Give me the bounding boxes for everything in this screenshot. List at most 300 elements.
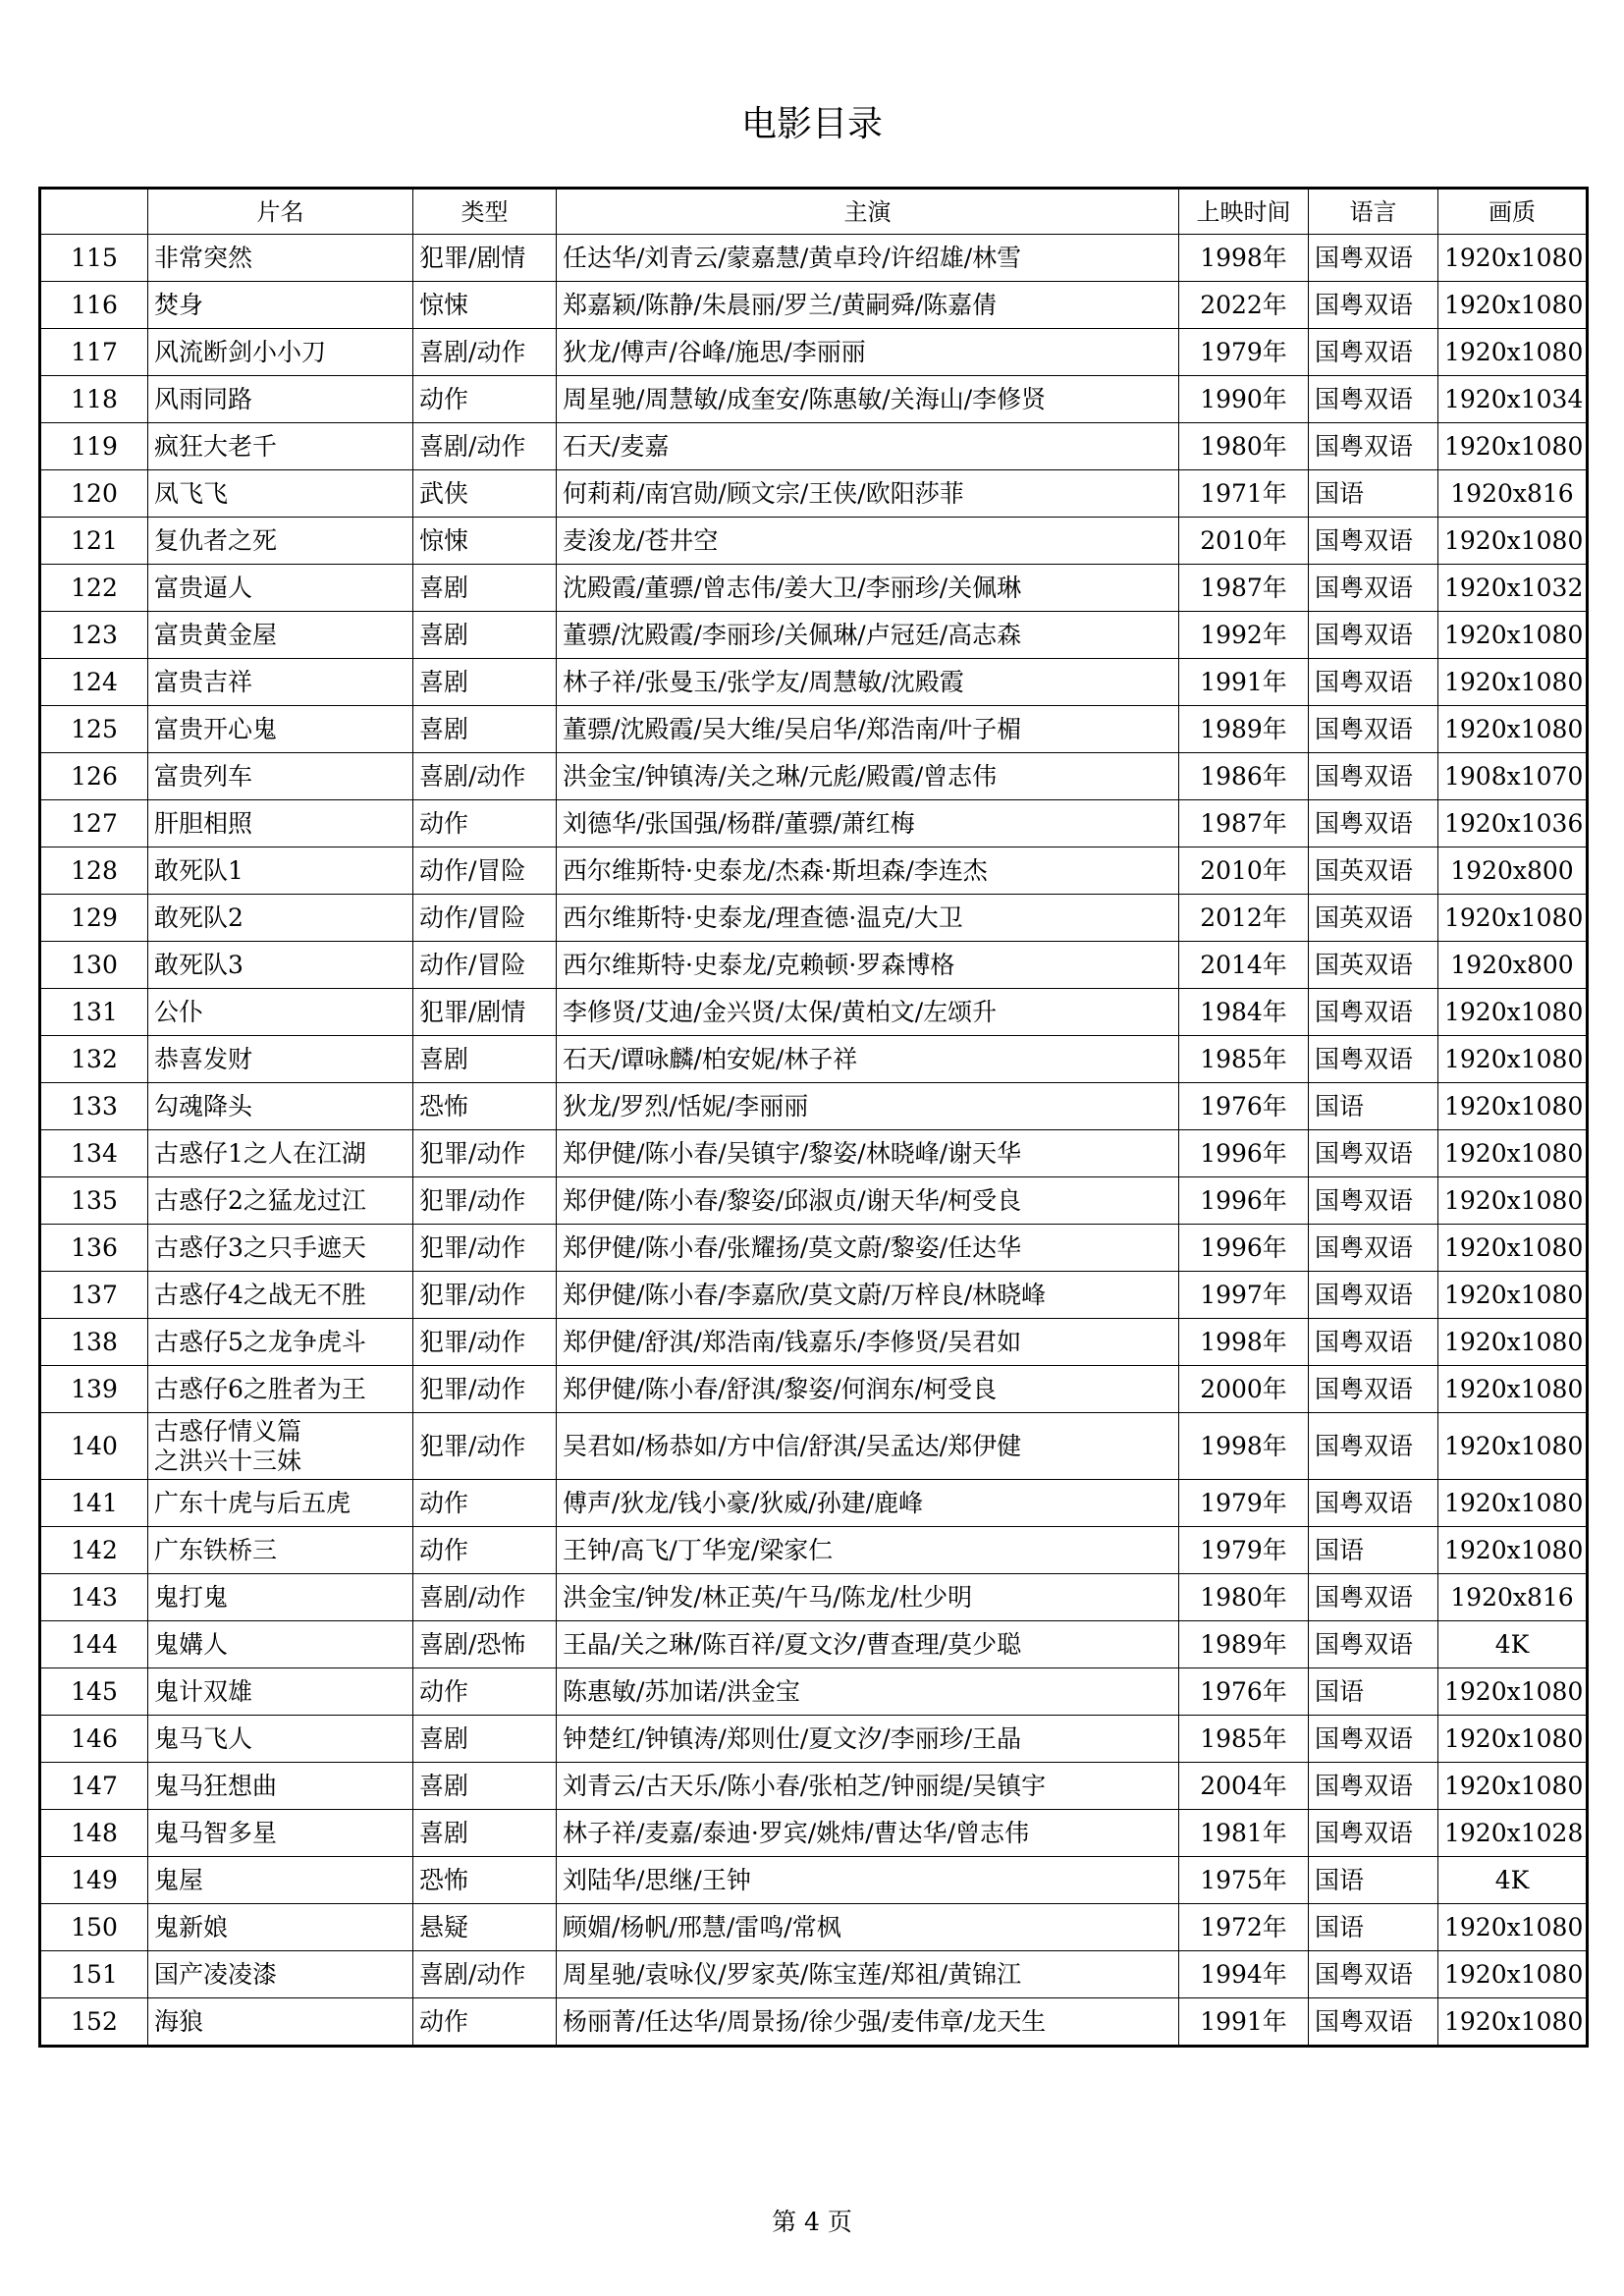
cell-number: 117 bbox=[40, 329, 148, 376]
cell-language: 国粤双语 bbox=[1309, 1130, 1438, 1177]
cell-release-year: 2010年 bbox=[1179, 847, 1309, 895]
cell-genre: 动作/冒险 bbox=[413, 942, 557, 989]
cell-release-year: 2004年 bbox=[1179, 1763, 1309, 1810]
cell-genre: 犯罪/动作 bbox=[413, 1319, 557, 1366]
cell-quality: 1920x1080 bbox=[1438, 235, 1588, 282]
cell-cast: 西尔维斯特·史泰龙/克赖顿·罗森博格 bbox=[557, 942, 1179, 989]
cell-language: 国英双语 bbox=[1309, 895, 1438, 942]
cell-quality: 1920x1080 bbox=[1438, 1272, 1588, 1319]
table-row bbox=[40, 1857, 1588, 1904]
cell-number: 130 bbox=[40, 942, 148, 989]
cell-language: 国语 bbox=[1309, 1527, 1438, 1574]
cell-quality: 1920x1080 bbox=[1438, 1225, 1588, 1272]
cell-language: 国粤双语 bbox=[1309, 612, 1438, 659]
cell-title: 疯狂大老千 bbox=[148, 423, 413, 470]
cell-release-year: 1981年 bbox=[1179, 1810, 1309, 1857]
table-row bbox=[40, 235, 1588, 282]
cell-release-year: 1996年 bbox=[1179, 1225, 1309, 1272]
cell-language: 国粤双语 bbox=[1309, 659, 1438, 706]
cell-cast: 郑伊健/舒淇/郑浩南/钱嘉乐/李修贤/吴君如 bbox=[557, 1319, 1179, 1366]
cell-language: 国粤双语 bbox=[1309, 753, 1438, 800]
cell-genre: 犯罪/剧情 bbox=[413, 235, 557, 282]
cell-cast: 刘德华/张国强/杨群/董骠/萧红梅 bbox=[557, 800, 1179, 847]
cell-genre: 犯罪/动作 bbox=[413, 1177, 557, 1225]
cell-number: 146 bbox=[40, 1716, 148, 1763]
cell-title: 富贵列车 bbox=[148, 753, 413, 800]
table-row bbox=[40, 753, 1588, 800]
cell-genre: 恐怖 bbox=[413, 1083, 557, 1130]
cell-language: 国粤双语 bbox=[1309, 1036, 1438, 1083]
cell-title: 富贵黄金屋 bbox=[148, 612, 413, 659]
cell-cast: 杨丽菁/任达华/周景扬/徐少强/麦伟章/龙天生 bbox=[557, 1998, 1179, 2047]
cell-genre: 惊悚 bbox=[413, 518, 557, 565]
cell-number: 121 bbox=[40, 518, 148, 565]
cell-quality: 1920x1080 bbox=[1438, 1904, 1588, 1951]
cell-genre: 喜剧 bbox=[413, 659, 557, 706]
cell-title: 敢死队2 bbox=[148, 895, 413, 942]
table-row bbox=[40, 1272, 1588, 1319]
cell-cast: 王晶/关之琳/陈百祥/夏文汐/曹查理/莫少聪 bbox=[557, 1621, 1179, 1668]
cell-release-year: 1986年 bbox=[1179, 753, 1309, 800]
cell-number: 142 bbox=[40, 1527, 148, 1574]
header-cast: 主演 bbox=[557, 189, 1179, 235]
cell-language: 国粤双语 bbox=[1309, 376, 1438, 423]
cell-release-year: 1998年 bbox=[1179, 1413, 1309, 1480]
cell-title: 古惑仔1之人在江湖 bbox=[148, 1130, 413, 1177]
cell-language: 国粤双语 bbox=[1309, 1716, 1438, 1763]
cell-cast: 李修贤/艾迪/金兴贤/太保/黄柏文/左颂升 bbox=[557, 989, 1179, 1036]
cell-cast: 董骠/沈殿霞/李丽珍/关佩琳/卢冠廷/高志森 bbox=[557, 612, 1179, 659]
cell-language: 国粤双语 bbox=[1309, 1480, 1438, 1527]
cell-genre: 犯罪/动作 bbox=[413, 1225, 557, 1272]
cell-cast: 麦浚龙/苍井空 bbox=[557, 518, 1179, 565]
cell-release-year: 1996年 bbox=[1179, 1177, 1309, 1225]
cell-release-year: 2010年 bbox=[1179, 518, 1309, 565]
table-row bbox=[40, 1951, 1588, 1998]
table-row bbox=[40, 1574, 1588, 1621]
table-row bbox=[40, 659, 1588, 706]
cell-cast: 石天/谭咏麟/柏安妮/林子祥 bbox=[557, 1036, 1179, 1083]
cell-genre: 恐怖 bbox=[413, 1857, 557, 1904]
cell-release-year: 2014年 bbox=[1179, 942, 1309, 989]
cell-title: 敢死队1 bbox=[148, 847, 413, 895]
cell-title: 非常突然 bbox=[148, 235, 413, 282]
cell-title: 公仆 bbox=[148, 989, 413, 1036]
cell-language: 国粤双语 bbox=[1309, 1366, 1438, 1413]
cell-language: 国粤双语 bbox=[1309, 1574, 1438, 1621]
cell-release-year: 2000年 bbox=[1179, 1366, 1309, 1413]
cell-title: 敢死队3 bbox=[148, 942, 413, 989]
movie-catalog-table bbox=[38, 187, 1589, 2048]
cell-genre: 惊悚 bbox=[413, 282, 557, 329]
cell-language: 国语 bbox=[1309, 470, 1438, 518]
cell-genre: 动作 bbox=[413, 1668, 557, 1716]
cell-title: 鬼媾人 bbox=[148, 1621, 413, 1668]
table-row bbox=[40, 1225, 1588, 1272]
cell-number: 120 bbox=[40, 470, 148, 518]
cell-language: 国粤双语 bbox=[1309, 329, 1438, 376]
cell-cast: 郑伊健/陈小春/黎姿/邱淑贞/谢天华/柯受良 bbox=[557, 1177, 1179, 1225]
cell-quality: 4K bbox=[1438, 1621, 1588, 1668]
table-row bbox=[40, 423, 1588, 470]
cell-genre: 喜剧 bbox=[413, 1716, 557, 1763]
cell-release-year: 1976年 bbox=[1179, 1083, 1309, 1130]
cell-title: 海狼 bbox=[148, 1998, 413, 2047]
cell-title: 鬼新娘 bbox=[148, 1904, 413, 1951]
cell-language: 国粤双语 bbox=[1309, 1272, 1438, 1319]
cell-title-line: 之洪兴十三妹 bbox=[154, 1446, 302, 1475]
cell-language: 国粤双语 bbox=[1309, 1621, 1438, 1668]
cell-number: 138 bbox=[40, 1319, 148, 1366]
cell-quality: 1920x1080 bbox=[1438, 1763, 1588, 1810]
cell-number: 116 bbox=[40, 282, 148, 329]
cell-number: 127 bbox=[40, 800, 148, 847]
table-row bbox=[40, 706, 1588, 753]
cell-quality: 1920x1080 bbox=[1438, 989, 1588, 1036]
cell-genre: 动作 bbox=[413, 376, 557, 423]
cell-number: 135 bbox=[40, 1177, 148, 1225]
cell-cast: 狄龙/傅声/谷峰/施思/李丽丽 bbox=[557, 329, 1179, 376]
cell-number: 143 bbox=[40, 1574, 148, 1621]
cell-quality: 1920x800 bbox=[1438, 847, 1588, 895]
cell-title: 广东十虎与后五虎 bbox=[148, 1480, 413, 1527]
cell-number: 136 bbox=[40, 1225, 148, 1272]
cell-title: 鬼屋 bbox=[148, 1857, 413, 1904]
cell-language: 国粤双语 bbox=[1309, 800, 1438, 847]
cell-quality: 1920x1028 bbox=[1438, 1810, 1588, 1857]
cell-release-year: 1980年 bbox=[1179, 423, 1309, 470]
cell-cast: 石天/麦嘉 bbox=[557, 423, 1179, 470]
cell-language: 国语 bbox=[1309, 1083, 1438, 1130]
table-row bbox=[40, 329, 1588, 376]
cell-quality: 1920x1080 bbox=[1438, 1668, 1588, 1716]
cell-cast: 任达华/刘青云/蒙嘉慧/黄卓玲/许绍雄/林雪 bbox=[557, 235, 1179, 282]
cell-title: 鬼马飞人 bbox=[148, 1716, 413, 1763]
header-title: 片名 bbox=[148, 189, 413, 235]
cell-quality: 1920x1036 bbox=[1438, 800, 1588, 847]
cell-language: 国粤双语 bbox=[1309, 1763, 1438, 1810]
cell-genre: 动作 bbox=[413, 1527, 557, 1574]
cell-cast: 傅声/狄龙/钱小豪/狄威/孙建/鹿峰 bbox=[557, 1480, 1179, 1527]
cell-title: 古惑仔3之只手遮天 bbox=[148, 1225, 413, 1272]
cell-release-year: 1972年 bbox=[1179, 1904, 1309, 1951]
table-row bbox=[40, 1810, 1588, 1857]
cell-quality: 1920x1080 bbox=[1438, 1366, 1588, 1413]
table-row bbox=[40, 1998, 1588, 2047]
cell-quality: 1920x1080 bbox=[1438, 518, 1588, 565]
cell-cast: 郑伊健/陈小春/舒淇/黎姿/何润东/柯受良 bbox=[557, 1366, 1179, 1413]
table-row bbox=[40, 1083, 1588, 1130]
table-row bbox=[40, 989, 1588, 1036]
cell-cast: 顾媚/杨帆/邢慧/雷鸣/常枫 bbox=[557, 1904, 1179, 1951]
cell-quality: 1920x1080 bbox=[1438, 1130, 1588, 1177]
cell-genre: 动作 bbox=[413, 800, 557, 847]
cell-quality: 1908x1070 bbox=[1438, 753, 1588, 800]
cell-quality: 1920x1080 bbox=[1438, 1716, 1588, 1763]
cell-cast: 郑伊健/陈小春/吴镇宇/黎姿/林晓峰/谢天华 bbox=[557, 1130, 1179, 1177]
cell-genre: 喜剧/动作 bbox=[413, 1574, 557, 1621]
cell-genre: 喜剧/恐怖 bbox=[413, 1621, 557, 1668]
cell-cast: 周星驰/周慧敏/成奎安/陈惠敏/关海山/李修贤 bbox=[557, 376, 1179, 423]
cell-title: 焚身 bbox=[148, 282, 413, 329]
cell-cast: 郑嘉颖/陈静/朱晨丽/罗兰/黄嗣舜/陈嘉倩 bbox=[557, 282, 1179, 329]
cell-cast: 王钟/高飞/丁华宠/梁家仁 bbox=[557, 1527, 1179, 1574]
cell-quality: 1920x1080 bbox=[1438, 612, 1588, 659]
cell-number: 144 bbox=[40, 1621, 148, 1668]
cell-quality: 1920x1080 bbox=[1438, 1413, 1588, 1480]
table-row bbox=[40, 1621, 1588, 1668]
cell-cast: 林子祥/麦嘉/泰迪·罗宾/姚炜/曹达华/曾志伟 bbox=[557, 1810, 1179, 1857]
cell-quality: 1920x1080 bbox=[1438, 1036, 1588, 1083]
cell-number: 149 bbox=[40, 1857, 148, 1904]
cell-number: 124 bbox=[40, 659, 148, 706]
cell-genre: 犯罪/剧情 bbox=[413, 989, 557, 1036]
cell-quality: 1920x1080 bbox=[1438, 895, 1588, 942]
cell-genre: 武侠 bbox=[413, 470, 557, 518]
cell-quality: 4K bbox=[1438, 1857, 1588, 1904]
cell-genre: 动作/冒险 bbox=[413, 847, 557, 895]
cell-quality: 1920x816 bbox=[1438, 470, 1588, 518]
cell-genre: 喜剧/动作 bbox=[413, 423, 557, 470]
header-release: 上映时间 bbox=[1179, 189, 1309, 235]
cell-title: 古惑仔2之猛龙过江 bbox=[148, 1177, 413, 1225]
cell-quality: 1920x1080 bbox=[1438, 1480, 1588, 1527]
cell-cast: 钟楚红/钟镇涛/郑则仕/夏文汐/李丽珍/王晶 bbox=[557, 1716, 1179, 1763]
cell-genre: 喜剧 bbox=[413, 1036, 557, 1083]
cell-number: 139 bbox=[40, 1366, 148, 1413]
cell-number: 134 bbox=[40, 1130, 148, 1177]
table-row bbox=[40, 1527, 1588, 1574]
cell-title: 恭喜发财 bbox=[148, 1036, 413, 1083]
table-row bbox=[40, 1413, 1588, 1480]
cell-release-year: 1991年 bbox=[1179, 659, 1309, 706]
cell-release-year: 1992年 bbox=[1179, 612, 1309, 659]
cell-release-year: 1975年 bbox=[1179, 1857, 1309, 1904]
cell-cast: 何莉莉/南宫勋/顾文宗/王侠/欧阳莎菲 bbox=[557, 470, 1179, 518]
cell-cast: 刘青云/古天乐/陈小春/张柏芝/钟丽缇/吴镇宇 bbox=[557, 1763, 1179, 1810]
cell-quality: 1920x1080 bbox=[1438, 282, 1588, 329]
cell-genre: 犯罪/动作 bbox=[413, 1130, 557, 1177]
cell-cast: 吴君如/杨恭如/方中信/舒淇/吴孟达/郑伊健 bbox=[557, 1413, 1179, 1480]
cell-release-year: 1989年 bbox=[1179, 706, 1309, 753]
cell-release-year: 1998年 bbox=[1179, 1319, 1309, 1366]
cell-release-year: 1990年 bbox=[1179, 376, 1309, 423]
cell-title: 风流断剑小小刀 bbox=[148, 329, 413, 376]
cell-release-year: 1979年 bbox=[1179, 1480, 1309, 1527]
cell-genre: 喜剧 bbox=[413, 565, 557, 612]
cell-release-year: 1997年 bbox=[1179, 1272, 1309, 1319]
cell-genre: 喜剧/动作 bbox=[413, 329, 557, 376]
cell-language: 国粤双语 bbox=[1309, 1413, 1438, 1480]
cell-quality: 1920x1080 bbox=[1438, 1177, 1588, 1225]
cell-number: 132 bbox=[40, 1036, 148, 1083]
cell-title: 鬼计双雄 bbox=[148, 1668, 413, 1716]
table-row bbox=[40, 942, 1588, 989]
cell-cast: 周星驰/袁咏仪/罗家英/陈宝莲/郑祖/黄锦江 bbox=[557, 1951, 1179, 1998]
cell-quality: 1920x1080 bbox=[1438, 706, 1588, 753]
cell-title: 鬼马狂想曲 bbox=[148, 1763, 413, 1810]
table-row bbox=[40, 1319, 1588, 1366]
cell-genre: 喜剧 bbox=[413, 1763, 557, 1810]
cell-release-year: 1985年 bbox=[1179, 1716, 1309, 1763]
cell-number: 140 bbox=[40, 1413, 148, 1480]
table-row bbox=[40, 282, 1588, 329]
table-row bbox=[40, 1904, 1588, 1951]
cell-title: 复仇者之死 bbox=[148, 518, 413, 565]
cell-quality: 1920x1080 bbox=[1438, 1527, 1588, 1574]
cell-title: 古惑仔6之胜者为王 bbox=[148, 1366, 413, 1413]
table-row bbox=[40, 612, 1588, 659]
cell-title: 鬼打鬼 bbox=[148, 1574, 413, 1621]
cell-quality: 1920x1080 bbox=[1438, 1951, 1588, 1998]
cell-title: 凤飞飞 bbox=[148, 470, 413, 518]
cell-number: 141 bbox=[40, 1480, 148, 1527]
table-row bbox=[40, 895, 1588, 942]
cell-language: 国英双语 bbox=[1309, 847, 1438, 895]
cell-title: 富贵开心鬼 bbox=[148, 706, 413, 753]
cell-cast: 郑伊健/陈小春/李嘉欣/莫文蔚/万梓良/林晓峰 bbox=[557, 1272, 1179, 1319]
cell-language: 国粤双语 bbox=[1309, 1225, 1438, 1272]
cell-release-year: 1980年 bbox=[1179, 1574, 1309, 1621]
cell-title: 富贵逼人 bbox=[148, 565, 413, 612]
page-number: 第 4 页 bbox=[772, 2208, 852, 2236]
cell-release-year: 1998年 bbox=[1179, 235, 1309, 282]
cell-language: 国粤双语 bbox=[1309, 282, 1438, 329]
cell-release-year: 1987年 bbox=[1179, 565, 1309, 612]
table-row bbox=[40, 800, 1588, 847]
table-row bbox=[40, 470, 1588, 518]
cell-release-year: 1989年 bbox=[1179, 1621, 1309, 1668]
header-genre: 类型 bbox=[413, 189, 557, 235]
table-row bbox=[40, 376, 1588, 423]
table-row bbox=[40, 1177, 1588, 1225]
cell-title-line: 古惑仔情义篇 bbox=[154, 1416, 302, 1446]
cell-release-year: 1971年 bbox=[1179, 470, 1309, 518]
table-row bbox=[40, 847, 1588, 895]
table-row bbox=[40, 1668, 1588, 1716]
cell-cast: 狄龙/罗烈/恬妮/李丽丽 bbox=[557, 1083, 1179, 1130]
cell-cast: 董骠/沈殿霞/吴大维/吴启华/郑浩南/叶子楣 bbox=[557, 706, 1179, 753]
table-body bbox=[40, 235, 1588, 2047]
cell-genre: 悬疑 bbox=[413, 1904, 557, 1951]
cell-release-year: 2022年 bbox=[1179, 282, 1309, 329]
cell-language: 国粤双语 bbox=[1309, 518, 1438, 565]
cell-genre: 犯罪/动作 bbox=[413, 1366, 557, 1413]
cell-language: 国粤双语 bbox=[1309, 565, 1438, 612]
table-row bbox=[40, 518, 1588, 565]
cell-quality: 1920x800 bbox=[1438, 942, 1588, 989]
cell-number: 152 bbox=[40, 1998, 148, 2047]
header-language: 语言 bbox=[1309, 189, 1438, 235]
cell-cast: 沈殿霞/董骠/曾志伟/姜大卫/李丽珍/关佩琳 bbox=[557, 565, 1179, 612]
cell-number: 119 bbox=[40, 423, 148, 470]
cell-language: 国粤双语 bbox=[1309, 1319, 1438, 1366]
cell-number: 128 bbox=[40, 847, 148, 895]
cell-genre: 喜剧 bbox=[413, 706, 557, 753]
cell-quality: 1920x1080 bbox=[1438, 329, 1588, 376]
cell-title: 勾魂降头 bbox=[148, 1083, 413, 1130]
cell-language: 国粤双语 bbox=[1309, 1951, 1438, 1998]
cell-number: 125 bbox=[40, 706, 148, 753]
cell-title: 风雨同路 bbox=[148, 376, 413, 423]
cell-language: 国粤双语 bbox=[1309, 235, 1438, 282]
table-row bbox=[40, 1480, 1588, 1527]
cell-cast: 西尔维斯特·史泰龙/理查德·温克/大卫 bbox=[557, 895, 1179, 942]
cell-genre: 动作 bbox=[413, 1998, 557, 2047]
table-row bbox=[40, 1130, 1588, 1177]
cell-number: 115 bbox=[40, 235, 148, 282]
cell-title: 古惑仔4之战无不胜 bbox=[148, 1272, 413, 1319]
cell-genre: 动作/冒险 bbox=[413, 895, 557, 942]
cell-number: 122 bbox=[40, 565, 148, 612]
cell-cast: 林子祥/张曼玉/张学友/周慧敏/沈殿霞 bbox=[557, 659, 1179, 706]
cell-genre: 动作 bbox=[413, 1480, 557, 1527]
cell-release-year: 1984年 bbox=[1179, 989, 1309, 1036]
cell-number: 151 bbox=[40, 1951, 148, 1998]
cell-number: 123 bbox=[40, 612, 148, 659]
table-row bbox=[40, 565, 1588, 612]
cell-number: 131 bbox=[40, 989, 148, 1036]
cell-language: 国粤双语 bbox=[1309, 1810, 1438, 1857]
cell-release-year: 1985年 bbox=[1179, 1036, 1309, 1083]
cell-number: 126 bbox=[40, 753, 148, 800]
cell-language: 国粤双语 bbox=[1309, 423, 1438, 470]
cell-release-year: 1979年 bbox=[1179, 329, 1309, 376]
cell-quality: 1920x1080 bbox=[1438, 1998, 1588, 2047]
table-row bbox=[40, 1763, 1588, 1810]
cell-language: 国粤双语 bbox=[1309, 989, 1438, 1036]
cell-genre: 喜剧/动作 bbox=[413, 1951, 557, 1998]
cell-number: 133 bbox=[40, 1083, 148, 1130]
header-no bbox=[40, 189, 148, 235]
cell-number: 147 bbox=[40, 1763, 148, 1810]
cell-quality: 1920x1080 bbox=[1438, 659, 1588, 706]
cell-number: 150 bbox=[40, 1904, 148, 1951]
cell-language: 国语 bbox=[1309, 1668, 1438, 1716]
cell-language: 国粤双语 bbox=[1309, 706, 1438, 753]
cell-language: 国英双语 bbox=[1309, 942, 1438, 989]
cell-cast: 刘陆华/思继/王钟 bbox=[557, 1857, 1179, 1904]
header-quality: 画质 bbox=[1438, 189, 1588, 235]
cell-number: 137 bbox=[40, 1272, 148, 1319]
table-row bbox=[40, 1036, 1588, 1083]
cell-language: 国粤双语 bbox=[1309, 1177, 1438, 1225]
cell-number: 118 bbox=[40, 376, 148, 423]
table-row bbox=[40, 1716, 1588, 1763]
cell-title: 富贵吉祥 bbox=[148, 659, 413, 706]
cell-release-year: 1987年 bbox=[1179, 800, 1309, 847]
cell-quality: 1920x1080 bbox=[1438, 1083, 1588, 1130]
cell-title: 广东铁桥三 bbox=[148, 1527, 413, 1574]
cell-quality: 1920x1080 bbox=[1438, 423, 1588, 470]
cell-genre: 喜剧 bbox=[413, 612, 557, 659]
cell-title bbox=[148, 1413, 413, 1480]
page-title: 电影目录 bbox=[740, 104, 883, 144]
cell-release-year: 1996年 bbox=[1179, 1130, 1309, 1177]
cell-quality: 1920x1034 bbox=[1438, 376, 1588, 423]
cell-cast: 陈惠敏/苏加诺/洪金宝 bbox=[557, 1668, 1179, 1716]
cell-genre: 喜剧 bbox=[413, 1810, 557, 1857]
cell-release-year: 2012年 bbox=[1179, 895, 1309, 942]
table-row bbox=[40, 1366, 1588, 1413]
cell-release-year: 1994年 bbox=[1179, 1951, 1309, 1998]
cell-release-year: 1976年 bbox=[1179, 1668, 1309, 1716]
cell-quality: 1920x816 bbox=[1438, 1574, 1588, 1621]
cell-cast: 郑伊健/陈小春/张耀扬/莫文蔚/黎姿/任达华 bbox=[557, 1225, 1179, 1272]
cell-number: 148 bbox=[40, 1810, 148, 1857]
cell-genre: 犯罪/动作 bbox=[413, 1272, 557, 1319]
table-header-row bbox=[40, 189, 1588, 235]
